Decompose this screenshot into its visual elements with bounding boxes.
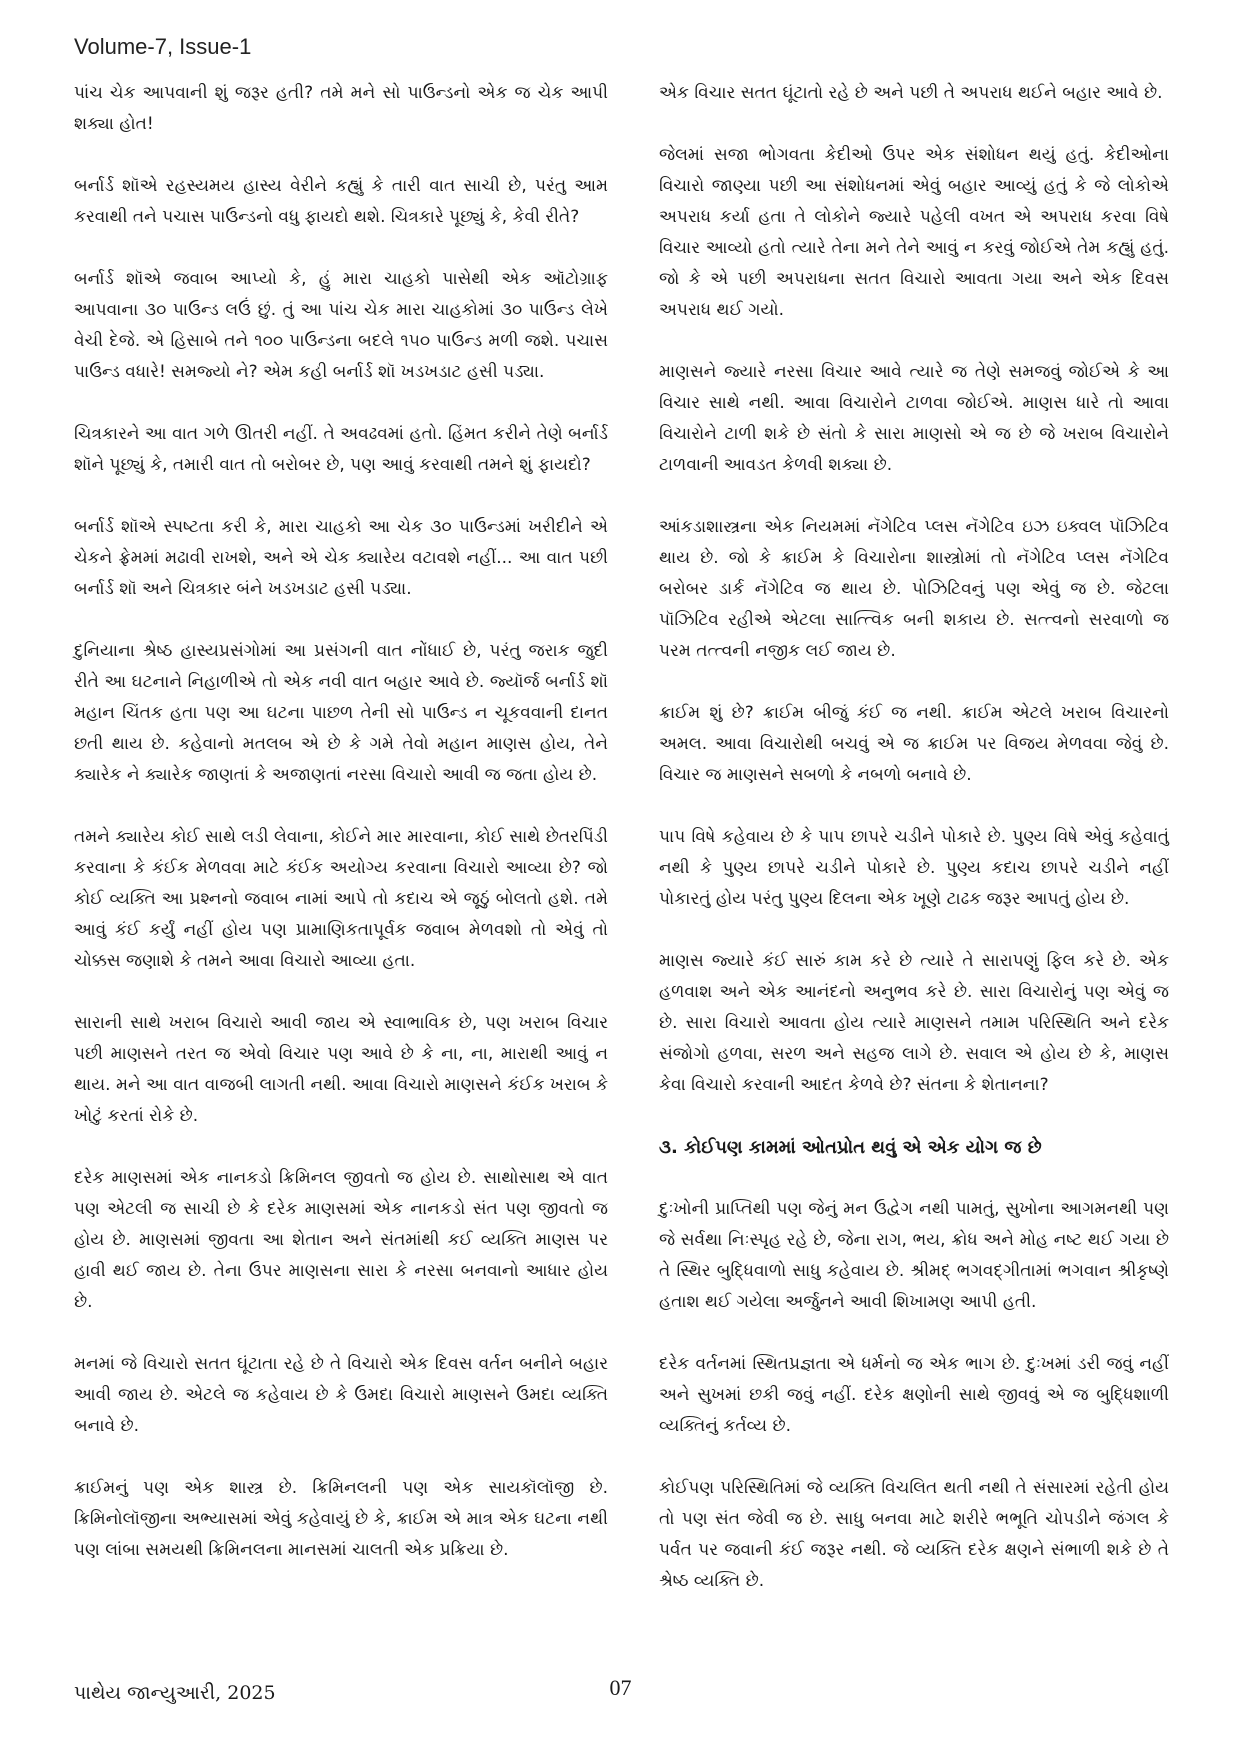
right-column <box>659 78 1169 1628</box>
paragraph: ક્રાઈમનું પણ એક શાસ્ત્ર છે. ક્રિમિનલની પણ એક સાયકૉલૉજી છે. ક્રિમિનોલૉજીના અભ્યાસમાં એવું કહેવાયું છે કે, ક્રાઈમ એ માત્ર એક ઘટના નથી પણ લાંબા સમયથી ક્રિમિનલના માનસમાં ચાલતી એક પ્રક્રિયા છે. <box>74 1478 608 1560</box>
paragraph: આંકડાશાસ્ત્રના એક નિયમમાં નૅગેટિવ પ્લસ નૅગેટિવ ઇઝ ઇક્વલ પૉઝિટિવ થાય છે. જો કે ક્રાઈમ કે વિચારોના શાસ્ત્રોમાં તો નૅગેટિવ પ્લસ નૅગેટિવ બરોબર ડાર્ક નૅગેટિવ જ થાય છે. પોઝિટિવનું પણ એવું જ છે. જેટલા પૉઝિટિવ રહીએ એટલા સાત્ત્વિક બની શકાય છે. સત્ત્વનો સરવાળો જ પરમ તત્ત્વની નજીક લઈ જાય છે. <box>659 517 1169 661</box>
paragraph: જેલમાં સજા ભોગવતા કેદીઓ ઉપર એક સંશોધન થયું હતું. કેદીઓના વિચારો જાણ્યા પછી આ સંશોધનમાં એવું બહાર આવ્યું હતું કે જે લોકોએ અપરાધ કર્યા હતા તે લોકોને જ્યારે પહેલી વખત એ અપરાધ કરવા વિષે વિચાર આવ્યો હતો ત્યારે તેના મને તેને આવું ન કરવું જોઈએ તેમ કહ્યું હતું. જો કે એ પછી અપરાધના સતત વિચારો આવતા ગયા અને એક દિવસ અપરાધ થઈ ગયો. <box>659 145 1169 320</box>
paragraph: એક વિચાર સતત ઘૂંટાતો રહે છે અને પછી તે અપરાધ થઈને બહાર આવે છે. <box>659 83 1163 103</box>
paragraph: તમને ક્યારેય કોઈ સાથે લડી લેવાના, કોઈને માર મારવાના, કોઈ સાથે છેતરપિંડી કરવાના કે કંઈક મેળવવા માટે કંઈક અયોગ્ય કરવાના વિચારો આવ્યા છે? જો કોઈ વ્યક્તિ આ પ્રશ્નનો જવાબ નામાં આપે તો કદાચ એ જૂઠું બોલતો હશે. તમે આવું કંઈ કર્યું નહીં હોય પણ પ્રામાણિકતાપૂર્વક જવાબ મેળવશો તો એવું તો ચોક્કસ જણાશે કે તમને આવા વિચારો આવ્યા હતા. <box>74 827 608 971</box>
paragraph: મનમાં જે વિચારો સતત ઘૂંટાતા રહે છે તે વિચારો એક દિવસ વર્તન બનીને બહાર આવી જાય છે. એટલે જ કહેવાય છે કે ઉમદા વિચારો માણસને ઉમદા વ્યક્તિ બનાવે છે. <box>74 1354 608 1436</box>
paragraph: પાપ વિષે કહેવાય છે કે પાપ છાપરે ચડીને પોકારે છે. પુણ્ય વિષે એવું કહેવાતું નથી કે પુણ્ય છાપરે ચડીને પોકારે છે. પુણ્ય કદાચ છાપરે ચડીને નહીં પોકારતું હોય પરંતુ પુણ્ય દિલના એક ખૂણે ટાઢક જરૂર આપતું હોય છે. <box>659 827 1169 909</box>
publication-footer: પાથેય જાન્યુઆરી, 2025 <box>74 1682 276 1704</box>
volume-issue: Volume-7, Issue-1 <box>74 34 252 59</box>
paragraph: સારાની સાથે ખરાબ વિચારો આવી જાય એ સ્વાભાવિક છે, પણ ખરાબ વિચાર પછી માણસને તરત જ એવો વિચાર પણ આવે છે કે ના, ના, મારાથી આવું ન થાય. મને આ વાત વાજબી લાગતી નથી. આવા વિચારો માણસને કંઈક ખરાબ કે ખોટું કરતાં રોકે છે. <box>74 1013 608 1126</box>
paragraph: ક્રાઈમ શું છે? ક્રાઈમ બીજું કંઈ જ નથી. ક્રાઈમ એટલે ખરાબ વિચારનો અમલ. આવા વિચારોથી બચવું એ જ ક્રાઈમ પર વિજય મેળવવા જેવું છે. વિચાર જ માણસને સબળો કે નબળો બનાવે છે. <box>659 703 1169 785</box>
paragraph: કોઈપણ પરિસ્થિતિમાં જે વ્યક્તિ વિચલિત થતી નથી તે સંસારમાં રહેતી હોય તો પણ સંત જેવી જ છે. સાધુ બનવા માટે શરીરે ભભૂતિ ચોપડીને જંગલ કે પર્વત પર જવાની કંઈ જરૂર નથી. જે વ્યક્તિ દરેક ક્ષણને સંભાળી શકે છે તે શ્રેષ્ઠ વ્યક્તિ છે. <box>659 1478 1169 1591</box>
paragraph: બર્નાર્ડ શૉએ સ્પષ્ટતા કરી કે, મારા ચાહકો આ ચેક ૩૦ પાઉન્ડમાં ખરીદીને એ ચેકને ફ્રેમમાં મઢાવી રાખશે, અને એ ચેક ક્યારેય વટાવશે નહીં... આ વાત પછી બર્નાર્ડ શૉ અને ચિત્રકાર બંને ખડખડાટ હસી પડ્યા. <box>74 517 608 599</box>
paragraph: બર્નાર્ડ શૉએ જવાબ આપ્યો કે, હું મારા ચાહકો પાસેથી એક ઑટોગ્રાફ આપવાના ૩૦ પાઉન્ડ લઉં છું. તું આ પાંચ ચેક મારા ચાહકોમાં ૩૦ પાઉન્ડ લેખે વેચી દેજે. એ હિસાબે તને ૧૦૦ પાઉન્ડના બદલે ૧૫૦ પાઉન્ડ મળી જશે. પચાસ પાઉન્ડ વધારે! સમજ્યો ને? એમ કહી બર્નાર્ડ શૉ ખડખડાટ હસી પડ્યા. <box>74 269 608 382</box>
section-heading: ૩. કોઈપણ કામમાં ઓતપ્રોત થવું એ એક યોગ જ છે <box>659 1137 1042 1158</box>
paragraph: દરેક માણસમાં એક નાનકડો ક્રિમિનલ જીવતો જ હોય છે. સાથોસાથ એ વાત પણ એટલી જ સાચી છે કે દરેક માણસમાં એક નાનકડો સંત પણ જીવતો જ હોય છે. માણસમાં જીવતા આ શેતાન અને સંતમાંથી કઈ વ્યક્તિ માણસ પર હાવી થઈ જાય છે. તેના ઉપર માણસના સારા કે નરસા બનવાનો આધાર હોય છે. <box>74 1168 608 1312</box>
paragraph: દુઃખોની પ્રાપ્તિથી પણ જેનું મન ઉદ્વેગ નથી પામતું, સુખોના આગમનથી પણ જે સર્વથા નિઃસ્પૃહ રહે છે, જેના રાગ, ભય, ક્રોધ અને મોહ નષ્ટ થઈ ગયા છે તે સ્થિર બુદ્ધિવાળો સાધુ કહેવાય છે. શ્રીમદ્ ભગવદ્ગીતામાં ભગવાન શ્રીકૃષ્ણે હતાશ થઈ ગયેલા અર્જુનને આવી શિખામણ આપી હતી. <box>659 1199 1169 1312</box>
paragraph: માણસને જ્યારે નરસા વિચાર આવે ત્યારે જ તેણે સમજવું જોઈએ કે આ વિચાર સાથે નથી. આવા વિચારોને ટાળવા જોઈએ. માણસ ધારે તો આવા વિચારોને ટાળી શકે છે સંતો કે સારા માણસો એ જ છે જે ખરાબ વિચારોને ટાળવાની આવડત કેળવી શક્યા છે. <box>659 362 1169 475</box>
left-column <box>74 78 608 1597</box>
page-number: 07 <box>609 1675 632 1700</box>
paragraph: દુનિયાના શ્રેષ્ઠ હાસ્યપ્રસંગોમાં આ પ્રસંગની વાત નોંધાઈ છે, પરંતુ જરાક જુદી રીતે આ ઘટનાને નિહાળીએ તો એક નવી વાત બહાર આવે છે. જ્યૉર્જ બર્નાર્ડ શૉ મહાન ચિંતક હતા પણ આ ઘટના પાછળ તેની સો પાઉન્ડ ન ચૂકવવાની દાનત છતી થાય છે. કહેવાનો મતલબ એ છે કે ગમે તેવો મહાન માણસ હોય, તેને ક્યારેક ને ક્યારેક જાણતાં કે અજાણતાં નરસા વિચારો આવી જ જતા હોય છે. <box>74 641 608 785</box>
paragraph: બર્નાર્ડ શૉએ રહસ્યમય હાસ્ય વેરીને કહ્યું કે તારી વાત સાચી છે, પરંતુ આમ કરવાથી તને પચાસ પાઉન્ડનો વધુ ફાયદો થશે. ચિત્રકારે પૂછ્યું કે, કેવી રીતે? <box>74 176 608 227</box>
paragraph: માણસ જ્યારે કંઈ સારું કામ કરે છે ત્યારે તે સારાપણું ફિલ કરે છે. એક હળવાશ અને એક આનંદનો અનુભવ કરે છે. સારા વિચારોનું પણ એવું જ છે. સારા વિચારો આવતા હોય ત્યારે માણસને તમામ પરિસ્થિતિ અને દરેક સંજોગો હળવા, સરળ અને સહજ લાગે છે. સવાલ એ હોય છે કે, માણસ કેવા વિચારો કરવાની આદત કેળવે છે? સંતના કે શેતાનના? <box>659 951 1169 1095</box>
paragraph: ચિત્રકારને આ વાત ગળે ઊતરી નહીં. તે અવઢવમાં હતો. હિંમત કરીને તેણે બર્નાર્ડ શૉને પૂછ્યું કે, તમારી વાત તો બરોબર છે, પણ આવું કરવાથી તમને શું ફાયદો? <box>74 424 608 475</box>
paragraph: પાંચ ચેક આપવાની શું જરૂર હતી? તમે મને સો પાઉન્ડનો એક જ ચેક આપી શક્યા હોત! <box>74 83 608 134</box>
paragraph: દરેક વર્તનમાં સ્થિતપ્રજ્ઞતા એ ધર્મનો જ એક ભાગ છે. દુઃખમાં ડરી જવું નહીં અને સુખમાં છકી જવું નહીં. દરેક ક્ષણોની સાથે જીવવું એ જ બુદ્ધિશાળી વ્યક્તિનું કર્તવ્ય છે. <box>659 1354 1169 1436</box>
